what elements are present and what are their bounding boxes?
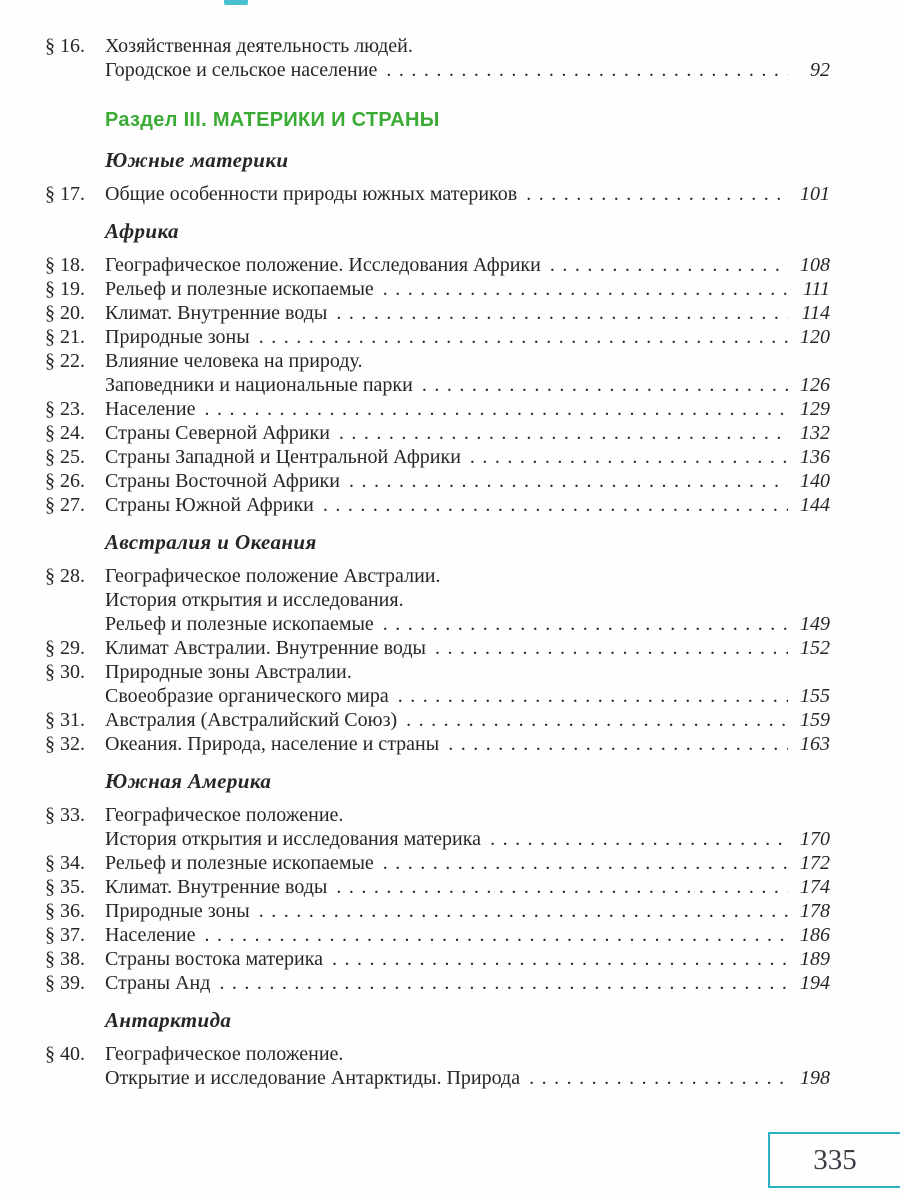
entry-number: § 18.	[45, 254, 85, 276]
entry-number: § 22.	[45, 350, 85, 372]
entry-page: 155	[800, 685, 830, 707]
entry-page: 114	[801, 302, 830, 324]
page-number: 335	[813, 1143, 857, 1176]
entry-title: История открытия и исследования.	[105, 589, 404, 611]
entry-title: Страны Западной и Центральной Африки	[105, 446, 461, 468]
toc-entry-line	[45, 827, 830, 851]
entry-title: Климат. Внутренние воды	[105, 302, 328, 324]
entry-page: 178	[800, 900, 830, 922]
toc-entry-line	[45, 875, 830, 899]
entry-number: § 35.	[45, 876, 85, 898]
dot-leader	[383, 851, 788, 875]
page-number-badge	[768, 1132, 900, 1188]
toc-entry-line	[45, 564, 830, 588]
entry-number: § 17.	[45, 183, 85, 205]
entry-title: Страны Северной Африки	[105, 422, 330, 444]
dot-leader	[383, 277, 788, 301]
entry-page: 172	[800, 852, 830, 874]
toc-entry	[45, 325, 830, 349]
toc-entry	[45, 660, 830, 708]
entry-number: § 37.	[45, 924, 85, 946]
subsection-heading: Африка	[105, 219, 179, 243]
toc-entry	[45, 636, 830, 660]
entry-page: 92	[810, 59, 830, 81]
toc-entry-line	[45, 373, 830, 397]
entry-title: Климат. Внутренние воды	[105, 876, 328, 898]
toc-entry	[45, 445, 830, 469]
dot-leader	[336, 875, 788, 899]
entry-title: Влияние человека на природу.	[105, 350, 363, 372]
toc-entry	[45, 851, 830, 875]
entry-number: § 38.	[45, 948, 85, 970]
toc-entry-line	[45, 253, 830, 277]
dot-leader	[259, 899, 788, 923]
toc-entry	[45, 349, 830, 397]
entry-number: § 26.	[45, 470, 85, 492]
entry-page: 163	[800, 733, 830, 755]
entry-number: § 39.	[45, 972, 85, 994]
toc-entry-line	[45, 277, 830, 301]
scan-edge-mark	[224, 0, 248, 5]
entry-title: Городское и сельское население	[105, 59, 378, 81]
entry-page: 198	[800, 1067, 830, 1089]
toc-entry	[45, 397, 830, 421]
entry-number: § 23.	[45, 398, 85, 420]
entry-title: Географическое положение. Исследования Африки	[105, 254, 541, 276]
entry-title: Страны Восточной Африки	[105, 470, 340, 492]
entry-title: Население	[105, 398, 196, 420]
entry-number: § 36.	[45, 900, 85, 922]
dot-leader	[204, 923, 788, 947]
toc-entry	[45, 493, 830, 517]
toc-entry	[45, 277, 830, 301]
toc-entry	[45, 182, 830, 206]
entry-title: Страны Анд	[105, 972, 211, 994]
entry-page: 144	[800, 494, 830, 516]
dot-leader	[259, 325, 788, 349]
entry-page: 132	[800, 422, 830, 444]
entry-title: Страны Южной Африки	[105, 494, 314, 516]
dot-leader	[406, 708, 788, 732]
entry-page: 194	[800, 972, 830, 994]
entry-number: § 24.	[45, 422, 85, 444]
entry-page: 129	[800, 398, 830, 420]
subsection-heading: Южная Америка	[105, 769, 272, 793]
entry-title: Заповедники и национальные парки	[105, 374, 413, 396]
entry-title: Страны востока материка	[105, 948, 324, 970]
entry-number: § 27.	[45, 494, 85, 516]
dot-leader	[470, 445, 788, 469]
entry-title: Климат Австралии. Внутренние воды	[105, 637, 426, 659]
toc-entry	[45, 803, 830, 851]
entry-title: Океания. Природа, население и страны	[105, 733, 440, 755]
toc-entry-line	[45, 34, 830, 58]
entry-page: 120	[800, 326, 830, 348]
entry-page: 111	[802, 278, 830, 300]
entry-title: Хозяйственная деятельность людей.	[105, 35, 413, 57]
entry-title: Природные зоны Австралии.	[105, 661, 352, 683]
entry-title: Рельеф и полезные ископаемые	[105, 278, 374, 300]
entry-title: Географическое положение Австралии.	[105, 565, 441, 587]
dot-leader	[332, 947, 788, 971]
subsection-heading: Южные материки	[105, 148, 289, 172]
entry-number: § 29.	[45, 637, 85, 659]
dot-leader	[323, 493, 788, 517]
toc-entry	[45, 1042, 830, 1090]
dot-leader	[490, 827, 788, 851]
dot-leader	[336, 301, 788, 325]
entry-page: 174	[800, 876, 830, 898]
subsection-heading: Австралия и Океания	[105, 530, 317, 554]
toc-entry-line	[45, 445, 830, 469]
toc-entry	[45, 564, 830, 636]
dot-leader	[529, 1066, 788, 1090]
toc-entry	[45, 708, 830, 732]
entry-title: Природные зоны	[105, 326, 250, 348]
toc-entry-line	[45, 684, 830, 708]
toc-entry-line	[45, 636, 830, 660]
toc-entry-line	[45, 182, 830, 206]
toc-entry	[45, 899, 830, 923]
entry-number: § 20.	[45, 302, 85, 324]
toc-entry-line	[45, 493, 830, 517]
entry-number: § 32.	[45, 733, 85, 755]
toc-entry-line	[45, 421, 830, 445]
dot-leader	[383, 612, 788, 636]
entry-title: Рельеф и полезные ископаемые	[105, 852, 374, 874]
entry-title: Открытие и исследование Антарктиды. Природа	[105, 1067, 521, 1089]
toc-entry	[45, 732, 830, 756]
toc-entry	[45, 301, 830, 325]
entry-title: Природные зоны	[105, 900, 250, 922]
dot-leader	[422, 373, 788, 397]
dot-leader	[398, 684, 788, 708]
entry-number: § 28.	[45, 565, 85, 587]
toc-entry-line	[45, 660, 830, 684]
toc-entry-line	[45, 469, 830, 493]
entry-page: 189	[800, 948, 830, 970]
entry-title: Географическое положение.	[105, 804, 344, 826]
toc-entry-line	[45, 923, 830, 947]
entry-page: 126	[800, 374, 830, 396]
entry-page: 136	[800, 446, 830, 468]
dot-leader	[349, 469, 788, 493]
dot-leader	[219, 971, 788, 995]
entry-number: § 40.	[45, 1043, 85, 1065]
entry-number: § 19.	[45, 278, 85, 300]
toc-entry	[45, 421, 830, 445]
entry-title: Рельеф и полезные ископаемые	[105, 613, 374, 635]
toc-entry-line	[45, 612, 830, 636]
dot-leader	[204, 397, 788, 421]
toc-entry-line	[45, 708, 830, 732]
entry-page: 170	[800, 828, 830, 850]
entry-page: 152	[800, 637, 830, 659]
toc-entry-line	[45, 732, 830, 756]
entry-title: Австралия (Австралийский Союз)	[105, 709, 398, 731]
entry-number: § 34.	[45, 852, 85, 874]
section-heading: Раздел III. МАТЕРИКИ И СТРАНЫ	[105, 109, 440, 131]
toc-entry-line	[45, 971, 830, 995]
toc-entry-line	[45, 1066, 830, 1090]
dot-leader	[550, 253, 788, 277]
dot-leader	[526, 182, 788, 206]
dot-leader	[435, 636, 788, 660]
entry-page: 140	[800, 470, 830, 492]
toc-entry	[45, 34, 830, 82]
toc-entry-line	[45, 588, 830, 612]
toc-entry-line	[45, 349, 830, 373]
toc-entry-line	[45, 899, 830, 923]
entry-title: История открытия и исследования материка	[105, 828, 482, 850]
toc-entry-line	[45, 58, 830, 82]
entry-number: § 30.	[45, 661, 85, 683]
toc-entry-line	[45, 947, 830, 971]
dot-leader	[339, 421, 788, 445]
toc-entry-line	[45, 397, 830, 421]
dot-leader	[448, 732, 788, 756]
toc-entry-line	[45, 1042, 830, 1066]
entry-page: 149	[800, 613, 830, 635]
toc-entry-line	[45, 301, 830, 325]
subsection-heading: Антарктида	[105, 1008, 232, 1032]
dot-leader	[386, 58, 788, 82]
entry-title: Географическое положение.	[105, 1043, 344, 1065]
toc-entry	[45, 469, 830, 493]
toc-entry	[45, 253, 830, 277]
entry-page: 108	[800, 254, 830, 276]
toc-entry	[45, 923, 830, 947]
toc-entry	[45, 947, 830, 971]
toc-entry	[45, 875, 830, 899]
toc-entry-line	[45, 325, 830, 349]
entry-page: 186	[800, 924, 830, 946]
toc-entry	[45, 971, 830, 995]
entry-title: Общие особенности природы южных материков	[105, 183, 518, 205]
entry-page: 101	[800, 183, 830, 205]
entry-title: Население	[105, 924, 196, 946]
toc-entry-line	[45, 803, 830, 827]
entry-number: § 33.	[45, 804, 85, 826]
entry-title: Своеобразие органического мира	[105, 685, 389, 707]
entry-number: § 25.	[45, 446, 85, 468]
toc-entry-line	[45, 851, 830, 875]
entry-page: 159	[800, 709, 830, 731]
entry-number: § 16.	[45, 35, 85, 57]
entry-number: § 31.	[45, 709, 85, 731]
entry-number: § 21.	[45, 326, 85, 348]
